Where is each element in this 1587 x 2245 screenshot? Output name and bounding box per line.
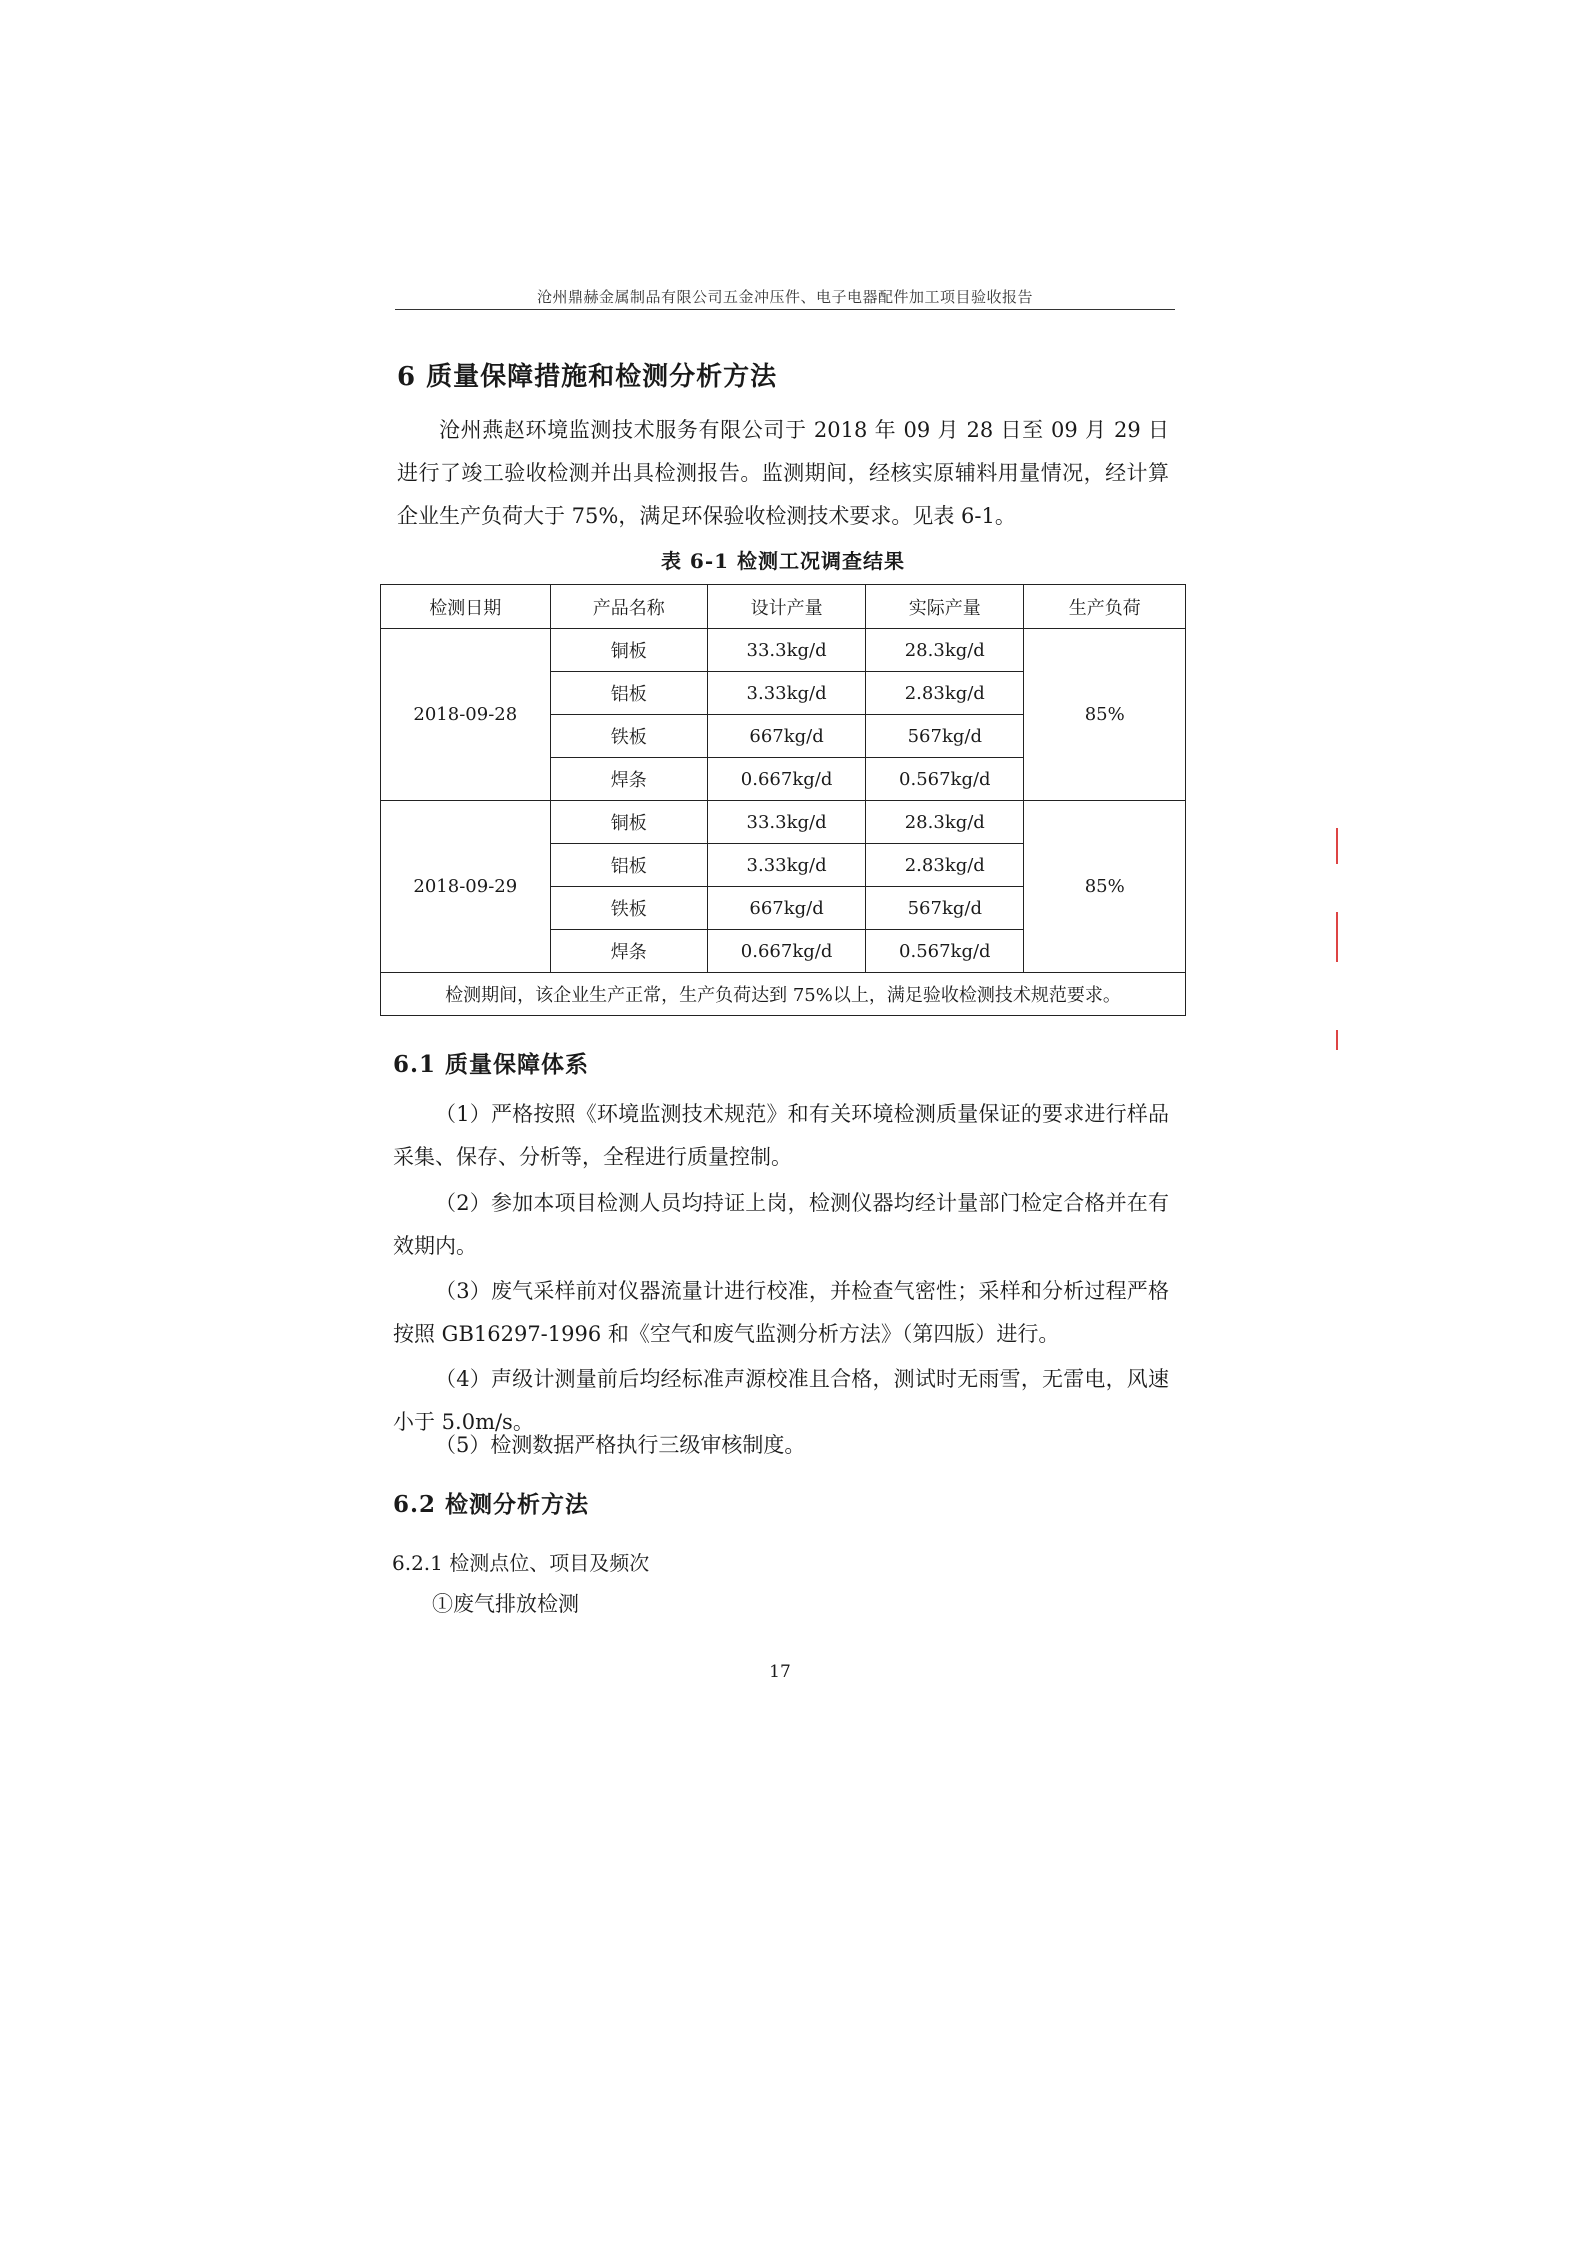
table-row: [381, 629, 1186, 672]
product-cell: 铜板: [550, 801, 707, 844]
actual-cell: 2.83kg/d: [866, 672, 1024, 715]
qa-item-2: （2）参加本项目检测人员均持证上岗，检测仪器均经计量部门检定合格并在有效期内。: [393, 1191, 1169, 1258]
header-actual: 实际产量: [866, 585, 1024, 629]
header-design: 设计产量: [707, 585, 865, 629]
header-date: 检测日期: [381, 585, 551, 629]
table-caption: 表 6-1 检测工况调查结果: [660, 549, 906, 573]
actual-cell: 28.3kg/d: [866, 801, 1024, 844]
actual-cell: 0.567kg/d: [866, 930, 1024, 973]
date-cell: 2018-09-28: [381, 629, 551, 801]
product-cell: 铝板: [550, 672, 707, 715]
waste-gas-subitem: ①废气排放检测: [432, 1592, 579, 1616]
actual-cell: 567kg/d: [866, 715, 1024, 758]
design-cell: 0.667kg/d: [707, 930, 865, 973]
design-cell: 667kg/d: [707, 715, 865, 758]
actual-cell: 28.3kg/d: [866, 629, 1024, 672]
design-cell: 0.667kg/d: [707, 758, 865, 801]
header-rule: [395, 309, 1175, 310]
header-product: 产品名称: [550, 585, 707, 629]
product-cell: 焊条: [550, 930, 707, 973]
scan-edge-mark: [1336, 1030, 1338, 1050]
table-note: 检测期间，该企业生产正常，生产负荷达到 75%以上，满足验收检测技术规范要求。: [381, 973, 1186, 1016]
running-header: 沧州鼎赫金属制品有限公司五金冲压件、电子电器配件加工项目验收报告: [536, 288, 1033, 306]
product-cell: 铁板: [550, 715, 707, 758]
load-cell: 85%: [1024, 629, 1186, 801]
page-number: 17: [769, 1662, 791, 1682]
qa-item-1: （1）严格按照《环境监测技术规范》和有关环境检测质量保证的要求进行样品采集、保存、分析等，全程进行质量控制。: [393, 1102, 1169, 1169]
design-cell: 3.33kg/d: [707, 672, 865, 715]
date-cell: 2018-09-29: [381, 801, 551, 973]
condition-table: [380, 584, 1186, 1016]
qa-item-4: （4）声级计测量前后均经标准声源校准且合格，测试时无雨雪，无雷电，风速小于 5.0m/s。: [393, 1367, 1169, 1434]
actual-cell: 0.567kg/d: [866, 758, 1024, 801]
qa-item-3: （3）废气采样前对仪器流量计进行校准，并检查气密性；采样和分析过程严格按照 GB16297-1996 和《空气和废气监测分析方法》（第四版）进行。: [393, 1279, 1169, 1346]
design-cell: 33.3kg/d: [707, 801, 865, 844]
qa-item-5: （5）检测数据严格执行三级审核制度。: [435, 1433, 806, 1457]
section-6-2-title: 6.2 检测分析方法: [393, 1491, 590, 1518]
section-6-2-1-title: 6.2.1 检测点位、项目及频次: [392, 1551, 650, 1575]
actual-cell: 567kg/d: [866, 887, 1024, 930]
scan-edge-mark: [1336, 912, 1338, 962]
design-cell: 667kg/d: [707, 887, 865, 930]
product-cell: 焊条: [550, 758, 707, 801]
table-header-row: [381, 585, 1186, 629]
table-note-row: [381, 973, 1186, 1016]
actual-cell: 2.83kg/d: [866, 844, 1024, 887]
section-6-intro: 沧州燕赵环境监测技术服务有限公司于 2018 年 09 月 28 日至 09 月 29 日进行了竣工验收检测并出具检测报告。监测期间，经核实原辅料用量情况，经计算企业生产负荷大于 75%，满足环保验收检测技术要求。见表 6-1。: [397, 418, 1169, 528]
product-cell: 铜板: [550, 629, 707, 672]
design-cell: 33.3kg/d: [707, 629, 865, 672]
product-cell: 铁板: [550, 887, 707, 930]
table-row: [381, 801, 1186, 844]
scan-edge-mark: [1336, 828, 1338, 864]
section-6-1-title: 6.1 质量保障体系: [393, 1051, 590, 1078]
product-cell: 铝板: [550, 844, 707, 887]
design-cell: 3.33kg/d: [707, 844, 865, 887]
header-load: 生产负荷: [1024, 585, 1186, 629]
load-cell: 85%: [1024, 801, 1186, 973]
section-6-title: 6 质量保障措施和检测分析方法: [397, 362, 778, 392]
